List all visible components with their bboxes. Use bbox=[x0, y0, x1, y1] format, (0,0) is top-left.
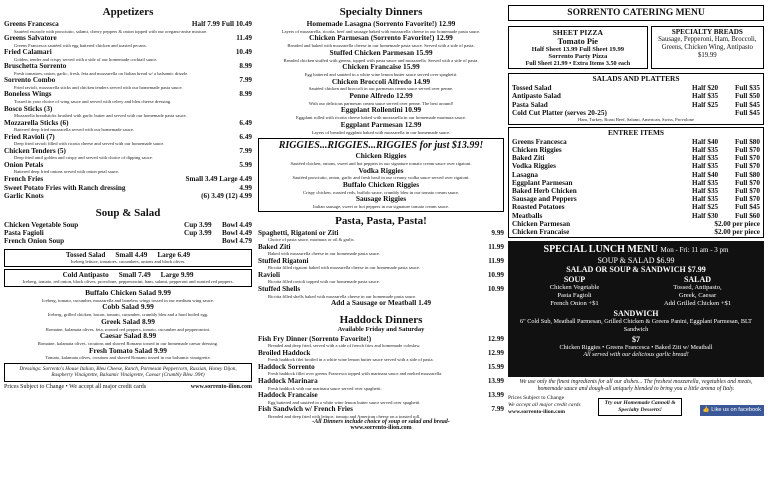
website-link[interactable]: www.sorrento-ilion.com bbox=[190, 383, 252, 390]
entree-half: Half $35 bbox=[692, 195, 719, 204]
menu-item-row bbox=[4, 90, 252, 99]
left-column bbox=[4, 4, 252, 494]
entree-half: Half $40 bbox=[692, 137, 719, 146]
menu-item-name: French Fries bbox=[4, 175, 44, 184]
pasta-price: 11.99 bbox=[488, 256, 504, 265]
haddock-desc: Fresh haddock filet broiled in a white wine lemon butter sauce served with a side of pasta. bbox=[268, 357, 434, 363]
riggies-desc: Italian sausage, sweet or hot peppers in our signature tomato cream sauce. bbox=[312, 204, 450, 210]
riggies-desc: Crispy chicken, roasted reds, buffalo sauce, crumbly bleu in our tomato cream sauce. bbox=[302, 189, 460, 195]
appetizers-title: Appetizers bbox=[102, 6, 154, 18]
dinner-name: Eggplant Rollentini 10.99 bbox=[340, 105, 422, 115]
soup-name: Chicken Vegetable Soup bbox=[4, 220, 79, 229]
sheet-pizza-box: SHEET PIZZA Tomato Pie Half Sheet 13.99 Full Sheet 19.99 Sorrento Party Pizza Full Sheet 21.99 • Extra Items 3.50 each bbox=[508, 26, 648, 69]
pasta-row bbox=[258, 257, 504, 266]
pasta-price: 10.99 bbox=[487, 270, 504, 279]
entree-name: Chicken Francaise bbox=[512, 228, 570, 237]
dinner-desc: Breaded and baked with mozzarella cheese in our homemade pasta sauce. Served with a side of pasta. bbox=[287, 43, 475, 49]
specialty-list bbox=[258, 20, 504, 135]
pasta-name: Baked Ziti bbox=[258, 242, 291, 251]
haddock-name: Fish Sandwich w/ French Fries bbox=[258, 405, 353, 414]
salad-desc: Romaine, kalamata olives, croutons and shaved Romano tossed in our homemade caesar dressing. bbox=[37, 340, 219, 346]
menu-item-name: Onion Petals bbox=[4, 160, 44, 169]
haddock-row bbox=[258, 335, 504, 344]
menu-item-row bbox=[4, 76, 252, 85]
menu-item-row bbox=[4, 184, 252, 193]
pasta-name: Stuffed Shells bbox=[258, 285, 301, 294]
menu-item-row bbox=[4, 147, 252, 156]
menu-item-name: Boneless Wings bbox=[4, 90, 52, 99]
lunch-seven-price: $7 bbox=[632, 334, 640, 344]
menu-item-price: 7.99 bbox=[239, 146, 252, 155]
menu-item-name: Greens Francesca bbox=[4, 20, 59, 28]
menu-item-name: Mozzarella Sticks (6) bbox=[4, 118, 69, 127]
soup-cup: Cup 3.99 bbox=[184, 220, 212, 229]
menu-item-price: Small 3.49 Large 4.49 bbox=[185, 175, 252, 184]
menu-item-name: Chicken Tenders (5) bbox=[4, 146, 66, 155]
pasta-desc: Ricotta filled rigatoni baked with mozzarella cheese in our homemade pasta sauce. bbox=[268, 265, 421, 271]
haddock-desc: Egg battered and sautéed in a white wine lemon butter sauce served over spaghetti. bbox=[268, 399, 421, 405]
catering-row bbox=[512, 92, 760, 100]
riggies-name: Sausage Riggies bbox=[355, 194, 407, 204]
pasta-row bbox=[258, 285, 504, 294]
menu-item-desc: Fresh tomatoes, onion, garlic, fresh, feta and mozzarella on Italian bread w/ a balsamic drizzle. bbox=[14, 70, 189, 76]
soup-name: Pasta Fagioli bbox=[4, 228, 44, 237]
pasta-desc: Choice of pasta sauce, marinara or oil & garlic. bbox=[268, 237, 355, 243]
pasta-row bbox=[258, 271, 504, 280]
entree-name: Baked Ziti bbox=[512, 154, 545, 163]
menu-item-row bbox=[4, 161, 252, 170]
bottom-info: Prices Subject to Change We accept all major credit cards www.sorrento-ilion.com bbox=[508, 395, 581, 415]
entree-half: Half $30 bbox=[692, 211, 719, 220]
catering-name: Tossed Salad bbox=[512, 83, 552, 92]
haddock-name: Fish Fry Dinner (Sorrento Favorite!) bbox=[258, 334, 372, 343]
quality-statement: We use only the finest ingredients for all our dishes... The freshest mozzarella, vegetables and meats, homemade sauce and dough-all uniquely blended to bring you a little aroma of Italy. bbox=[519, 379, 753, 393]
menu-item-row bbox=[4, 20, 252, 29]
menu-item-price: 4.99 bbox=[239, 183, 252, 192]
pasta-list bbox=[258, 229, 504, 299]
menu-item-name: Garlic Knots bbox=[4, 192, 44, 201]
soup-bowl: Bowl 4.49 bbox=[222, 228, 252, 237]
middle-column bbox=[258, 4, 504, 494]
pasta-title: Pasta, Pasta, Pasta! bbox=[335, 214, 427, 227]
entree-half: Half $35 bbox=[692, 146, 719, 155]
soup-bowl: Bowl 4.49 bbox=[222, 220, 252, 229]
menu-item-row bbox=[4, 62, 252, 71]
haddock-title: Haddock Dinners bbox=[339, 313, 423, 326]
bottom-row bbox=[508, 395, 764, 415]
menu-item-desc: Golden, tender and crispy served with a side of our homemade cocktail sauce. bbox=[14, 56, 158, 62]
haddock-price: 12.99 bbox=[487, 334, 504, 343]
entree-row bbox=[512, 212, 760, 220]
appetizers-list bbox=[4, 20, 252, 175]
salad-desc: Romaine, kalamata olives, feta, roasted red peppers, tomato, cucumber and pepperoncini. bbox=[45, 326, 211, 332]
menu-item-price: (6) 3.49 (12) 4.99 bbox=[201, 192, 252, 201]
haddock-name: Haddock Francaise bbox=[258, 391, 318, 400]
entree-full: Full $45 bbox=[735, 203, 760, 212]
haddock-row bbox=[258, 405, 504, 414]
entree-half: Half $35 bbox=[692, 187, 719, 196]
haddock-name: Haddock Sorrento bbox=[258, 362, 315, 371]
website-link-mid[interactable]: www.sorrento-ilion.com bbox=[350, 425, 412, 432]
haddock-desc: Breaded and deep fried, served with a side of french fries and homemade coleslaw. bbox=[268, 343, 421, 349]
specialty-breads-box: SPECIALTY BREADS Sausage, Pepperoni, Ham, Broccoli, Greens, Chicken Wing, Antipasto $19.99 bbox=[651, 26, 764, 69]
menu-item-name: Fried Calamari bbox=[4, 48, 52, 57]
entree-row bbox=[512, 220, 760, 228]
haddock-price: 13.99 bbox=[487, 391, 504, 400]
haddock-desc: Breaded and deep fried with lettuce, tomato and American cheese on a toasted roll. bbox=[268, 413, 421, 419]
menu-item-desc: Fried ravioli, mozzarella sticks and chicken tenders served with our homemade pasta sauce. bbox=[14, 84, 183, 90]
haddock-row bbox=[258, 377, 504, 386]
lunch-line1: SOUP & SALAD $6.99 bbox=[597, 256, 675, 266]
catering-half bbox=[692, 109, 726, 117]
menu-item-desc: Mozzarella breadsticks brushed with garlic butter and served with our homemade pasta sauce. bbox=[14, 113, 187, 119]
specialty-title: Specialty Dinners bbox=[339, 6, 423, 18]
riggies-name: Chicken Riggies bbox=[355, 151, 407, 161]
haddock-price: 7.99 bbox=[491, 405, 504, 414]
entree-row bbox=[512, 146, 760, 154]
salad-desc: Tomato, kalamata olives, croutons and shaved Romano tossed in our balsamic vinaigrette. bbox=[45, 355, 211, 361]
dinner-name: Stuffed Chicken Parmesan 15.99 bbox=[329, 47, 433, 57]
pasta-desc: Ricotta filled ravioli topped with our homemade pasta sauce. bbox=[268, 279, 380, 285]
catering-half: Half $25 bbox=[692, 100, 719, 109]
menu-item-name: Bruschetta Sorrento bbox=[4, 62, 67, 71]
pasta-name: Ravioli bbox=[258, 270, 280, 279]
menu-item-desc: Tossed in your choice of wing sauce and served with celery and bleu cheese dressing. bbox=[14, 98, 172, 104]
soup-bowl: Bowl 4.79 bbox=[222, 237, 252, 246]
catering-name: Cold Cut Platter (serves 20-25) bbox=[512, 109, 607, 118]
entree-full: Full $70 bbox=[735, 187, 760, 196]
entree-row bbox=[512, 179, 760, 187]
tossed-salad-row: Tossed Salad Small 4.49 Large 6.49 bbox=[65, 250, 191, 259]
dinner-note: -All Dinners include choice of soup or salad and bread- bbox=[312, 419, 450, 426]
salad-name: Caesar Salad 8.99 bbox=[99, 331, 157, 341]
menu-item-name: Sweet Potato Fries with Ranch dressing bbox=[4, 183, 126, 192]
entree-name: Eggplant Parmesan bbox=[512, 178, 573, 187]
salad-name: Buffalo Chicken Salad 9.99 bbox=[85, 287, 171, 297]
entree-name: Chicken Riggies bbox=[512, 146, 562, 155]
catering-name: Pasta Salad bbox=[512, 100, 548, 109]
menu-item-price: 5.99 bbox=[239, 160, 252, 169]
left-footer: Prices Subject to Change • We accept all major credit cards www.sorrento-ilion.com bbox=[4, 383, 252, 390]
salads-list bbox=[4, 289, 252, 361]
dinner-name: Chicken Broccoli Alfredo 14.99 bbox=[331, 76, 431, 86]
menu-item-name: Fried Ravioli (7) bbox=[4, 132, 55, 141]
entree-row bbox=[512, 228, 760, 236]
catering-row bbox=[512, 109, 760, 117]
catering-half: Half $20 bbox=[692, 83, 719, 92]
lunch-served: All served with our delicious garlic bread! bbox=[583, 351, 689, 359]
haddock-desc: Fresh haddock with our marinara sauce served over spaghetti. bbox=[268, 385, 382, 391]
dressings-box: Dressings: Sorrento's House Italian, Bleu Cheese, Ranch, Parmesan Peppercorn, Russian, Honey Dijon, Raspberry Vinaigrette, Balsamic Vinaigrette, Caesar (Crumbly Bleu .99¢) bbox=[4, 363, 252, 382]
pasta-price: 10.99 bbox=[487, 285, 504, 294]
dinner-name: Chicken Francaise 15.99 bbox=[342, 62, 420, 72]
antipasto-box: Cold Antipasto Small 7.49 Large 9.99 Iceberg, tomato, red onion, black olives, provolone, pepperoncini, ham, salami, pepperoni and roasted red peppers. bbox=[4, 269, 252, 287]
entree-half: Half $35 bbox=[692, 178, 719, 187]
menu-item-desc: Greens Francesca sautéed with egg battered chicken and toasted pecans. bbox=[14, 42, 147, 48]
soup-row bbox=[4, 229, 252, 237]
entree-row bbox=[512, 162, 760, 170]
dinner-name: Penne Alfredo 12.99 bbox=[349, 90, 413, 100]
catering-full: Full $45 bbox=[735, 109, 760, 118]
entree-half: Half $25 bbox=[692, 203, 719, 212]
riggies-name: Vodka Riggies bbox=[358, 165, 404, 175]
catering-half: Half $35 bbox=[692, 92, 719, 101]
lunch-sandwich-text: 6" Cold Sub, Meatball Parmesan, Grilled Chicken & Greens Panini, Eggplant Parmesan, BLT Sandwich bbox=[520, 318, 752, 333]
dinner-desc: Sautéed chicken and broccoli in our parmesan cream sauce served over penne. bbox=[308, 86, 454, 92]
menu-item-price: 8.99 bbox=[239, 90, 252, 99]
dinner-desc: With our delicious parmesan cream sauce served over penne. The best around! bbox=[308, 100, 454, 106]
dinner-name: Eggplant Parmesan 12.99 bbox=[340, 119, 422, 129]
salads-platters-box: SALADS AND PLATTERS Tossed Salad Half $20 Full $35 Antipasto Salad Half $35 Full $50 Pasta Salad Half $25 Full $45 Cold Cut Platter (serves 20-25) Full $45 Ham, Turkey, Roast Beef, Salami, American, Swiss, Provolone bbox=[508, 73, 764, 125]
menu-item-row bbox=[4, 48, 252, 57]
pasta-price: 11.99 bbox=[488, 242, 504, 251]
haddock-price: 12.99 bbox=[487, 348, 504, 357]
menu-item-row bbox=[4, 192, 252, 201]
menu-item-row bbox=[4, 105, 252, 114]
entree-full: Full $70 bbox=[735, 154, 760, 163]
lunch-menu-panel bbox=[508, 241, 764, 377]
haddock-name: Broiled Haddock bbox=[258, 348, 311, 357]
pasta-name: Stuffed Rigatoni bbox=[258, 256, 309, 265]
entree-name: Sausage and Peppers bbox=[512, 195, 577, 204]
haddock-row bbox=[258, 349, 504, 358]
entree-name: Baked Herb Chicken bbox=[512, 187, 577, 196]
facebook-like-badge[interactable]: 👍 Like us on facebook bbox=[700, 405, 764, 416]
pasta-price: 9.99 bbox=[491, 228, 504, 237]
lunch-salad: SALAD Tossed, Antipasto, Greek, Caesar Add Grilled Chicken +$1 bbox=[663, 275, 732, 307]
catering-name: Antipasto Salad bbox=[512, 92, 561, 101]
lunch-title-row: SPECIAL LUNCH MENU Mon - Fri: 11 am - 3 pm bbox=[543, 244, 729, 256]
soup-salad-title: Soup & Salad bbox=[95, 206, 161, 219]
haddock-subtitle: Available Friday and Saturday bbox=[337, 325, 425, 333]
entree-box: ENTREE ITEMS Greens Francesca Half $40 Full $80 Chicken Riggies Half $35 Full $70 Baked Ziti Half $35 Full $70 Vodka Riggies Half $35 Full $70 Lasagna Half $40 Full $80 Eggplant Parmesan Half $35 Full $70 Baked Herb Chicken Half $35 Full $70 Sausage and Peppers Half $35 Full $70 Roasted Potatoes Half $25 Full $45 Meatballs Half $30 Full $60 Chicken Parmesan $2.00 per piece Chicken Francaise $2.00 per piece bbox=[508, 127, 764, 238]
menu-item-desc: Deep fried ravioli filled with ricotta cheese and served with our homemade sauce. bbox=[14, 141, 165, 147]
dinner-desc: Layers of mozzarella, ricotta, beef and sausage baked with mozzarella cheese in our homemade pasta sauce. bbox=[281, 28, 481, 34]
entree-name: Roasted Potatoes bbox=[512, 203, 565, 212]
entree-half: Half $35 bbox=[692, 162, 719, 171]
pasta-desc: Ricotta filled shells baked with mozzarella cheese in our homemade pasta sauce. bbox=[268, 293, 417, 299]
catering-full: Full $45 bbox=[735, 100, 760, 109]
riggies-title: RIGGIES...RIGGIES...RIGGIES for just $13.99! bbox=[278, 140, 484, 152]
pasta-row bbox=[258, 229, 504, 238]
menu-item-price: 10.49 bbox=[235, 48, 252, 57]
entree-full: $2.00 per piece bbox=[714, 228, 760, 237]
haddock-price: 13.99 bbox=[487, 377, 504, 386]
haddock-name: Haddock Marinara bbox=[258, 377, 318, 386]
entree-name: Lasagna bbox=[512, 170, 538, 179]
dinner-desc: Breaded chicken stuffed with greens, topped with pasta sauce and mozzarella. Served with a side of pasta. bbox=[283, 57, 479, 63]
menu-item-row bbox=[4, 175, 252, 184]
dinner-name: Homemade Lasagna (Sorrento Favorite!) 12.99 bbox=[306, 19, 456, 28]
menu-item-price: 11.49 bbox=[236, 34, 252, 43]
entree-half: Half $35 bbox=[692, 154, 719, 163]
salads-platters-list bbox=[512, 84, 760, 118]
catering-row bbox=[512, 101, 760, 109]
riggies-desc: Sautéed chicken, onions, sweet and hot peppers in our signature tomato cream sauce over rigatoni. bbox=[290, 160, 472, 166]
entree-full: Full $70 bbox=[735, 178, 760, 187]
menu-item-price: 8.99 bbox=[239, 62, 252, 71]
entree-name: Chicken Parmesan bbox=[512, 219, 571, 228]
entree-row bbox=[512, 203, 760, 211]
soup-row bbox=[4, 221, 252, 229]
entree-name: Vodka Riggies bbox=[512, 162, 556, 171]
menu-item-desc: Battered deep fried mozzarella served with our homemade sauce. bbox=[14, 127, 135, 133]
lunch-seven-text: Chicken Riggies • Greens Francesca • Baked Ziti w/ Meatball bbox=[559, 343, 713, 351]
soup-cup bbox=[184, 237, 218, 245]
menu-item-price: 7.99 bbox=[239, 76, 252, 85]
thumbs-up-icon: 👍 bbox=[702, 406, 710, 413]
dinner-desc: Layers of breaded eggplant baked with mozzarella in our homemade sauce. bbox=[311, 129, 451, 135]
haddock-row bbox=[258, 363, 504, 372]
right-column bbox=[508, 4, 764, 494]
website-link-right[interactable]: www.sorrento-ilion.com bbox=[508, 408, 566, 415]
salad-desc: Iceberg, tomato, cucumber, mozzarella and boneless wings tossed in our medium wing sauce. bbox=[42, 297, 214, 303]
menu-item-price: Half 7.99 Full 10.49 bbox=[191, 20, 252, 28]
menu-item-price: 6.49 bbox=[239, 118, 252, 127]
menu-item-name: Greens Salvatore bbox=[4, 34, 57, 43]
catering-row bbox=[512, 84, 760, 92]
salad-desc: Iceberg, grilled chicken, bacon, tomato, cucumber, crumbly bleu and a hard boiled egg. bbox=[47, 312, 209, 318]
menu-item-row bbox=[4, 34, 252, 43]
riggies-box bbox=[258, 138, 504, 212]
menu-item-desc: Deep fried until golden and crispy and served with choice of dipping sauce. bbox=[14, 155, 153, 161]
entree-full: Full $80 bbox=[735, 170, 760, 179]
menu-item-name: Bosco Sticks (3) bbox=[4, 104, 53, 113]
catering-title: SORRENTO CATERING MENU bbox=[508, 5, 764, 21]
soups-list bbox=[4, 221, 252, 246]
tossed-antipasto-box: Tossed Salad Small 4.49 Large 6.49 Iceberg lettuce, tomatoes, cucumbers, onions and black olives. bbox=[4, 249, 252, 267]
catering-full: Full $35 bbox=[735, 83, 760, 92]
riggies-desc: Sautéed prosciutto, onion, garlic and fresh basil in our creamy vodka sauce served over rigatoni. bbox=[292, 175, 470, 181]
riggies-name: Buffalo Chicken Riggies bbox=[342, 179, 420, 189]
lunch-soup: SOUP Chicken Vegetable Pasta Fagioli French Onion +$1 bbox=[549, 275, 600, 307]
pasta-desc: Baked with mozzarella cheese in our homemade pasta sauce. bbox=[268, 251, 381, 257]
menu-item-name: Sorrento Combo bbox=[4, 76, 56, 85]
entree-full: Full $70 bbox=[735, 146, 760, 155]
pasta-row bbox=[258, 243, 504, 252]
menu-item-desc: Sautéed escarole with prosciutto, salami, cherry peppers & onion topped with our oregano-anise mixture. bbox=[14, 28, 208, 34]
lunch-line2: SALAD OR SOUP & SANDWICH $7.99 bbox=[566, 265, 706, 275]
menu-item-row bbox=[4, 119, 252, 128]
entree-row bbox=[512, 171, 760, 179]
riggies-list bbox=[262, 152, 500, 210]
lunch-sandwich-head: SANDWICH bbox=[613, 309, 659, 319]
salad-name: Fresh Tomato Salad 9.99 bbox=[89, 345, 167, 355]
soup-row bbox=[4, 237, 252, 245]
menu-item-row bbox=[4, 133, 252, 142]
lunch-soup-salad bbox=[513, 276, 759, 307]
haddock-desc: Fresh haddock fillet over greens Francesca topped with marinara sauce and melted mozzarella. bbox=[268, 371, 443, 377]
entree-row bbox=[512, 195, 760, 203]
entree-name: Greens Francesca bbox=[512, 137, 567, 146]
entree-row bbox=[512, 154, 760, 162]
antipasto-row: Cold Antipasto Small 7.49 Large 9.99 bbox=[62, 270, 194, 279]
entree-row bbox=[512, 138, 760, 146]
menu-item-desc: Battered deep fried onions served with onion petal sauce. bbox=[14, 169, 120, 175]
pizza-bread-row bbox=[508, 24, 764, 71]
soup-name: French Onion Soup bbox=[4, 237, 65, 246]
salad-name: Greek Salad 8.99 bbox=[101, 316, 155, 326]
pasta-name: Spaghetti, Rigatoni or Ziti bbox=[258, 228, 339, 237]
dinner-desc: Egg battered and sautéed in a white wine lemon butter sauce served over spaghetti. bbox=[304, 71, 458, 77]
entree-full: Full $60 bbox=[735, 211, 760, 220]
soup-cup: Cup 3.99 bbox=[184, 228, 212, 237]
entree-row bbox=[512, 187, 760, 195]
haddock-row bbox=[258, 391, 504, 400]
menu-item-price: 6.49 bbox=[239, 132, 252, 141]
dinner-name: Chicken Parmesan (Sorrento Favorite!) 12.99 bbox=[309, 33, 453, 43]
desserts-box: Try our Homemade Cannoli & Specialty Desserts! bbox=[598, 398, 682, 415]
entree-name: Meatballs bbox=[512, 211, 543, 220]
entree-full: Full $70 bbox=[735, 195, 760, 204]
pasta-addon: Add a Sausage or Meatball 1.49 bbox=[330, 298, 432, 308]
entree-full: Full $80 bbox=[735, 137, 760, 146]
haddock-price: 15.99 bbox=[487, 362, 504, 371]
entree-full: Full $70 bbox=[735, 162, 760, 171]
appetizer-extras bbox=[4, 175, 252, 201]
catering-full: Full $50 bbox=[735, 92, 760, 101]
entree-full: $2.00 per piece bbox=[714, 219, 760, 228]
haddock-list bbox=[258, 335, 504, 420]
salad-name: Cobb Salad 9.99 bbox=[102, 302, 154, 312]
entree-list bbox=[512, 138, 760, 236]
entree-half: Half $40 bbox=[692, 170, 719, 179]
dinner-desc: Eggplant rolled with ricotta cheese baked with mozzarella in our homemade marinara sauce. bbox=[295, 115, 467, 121]
